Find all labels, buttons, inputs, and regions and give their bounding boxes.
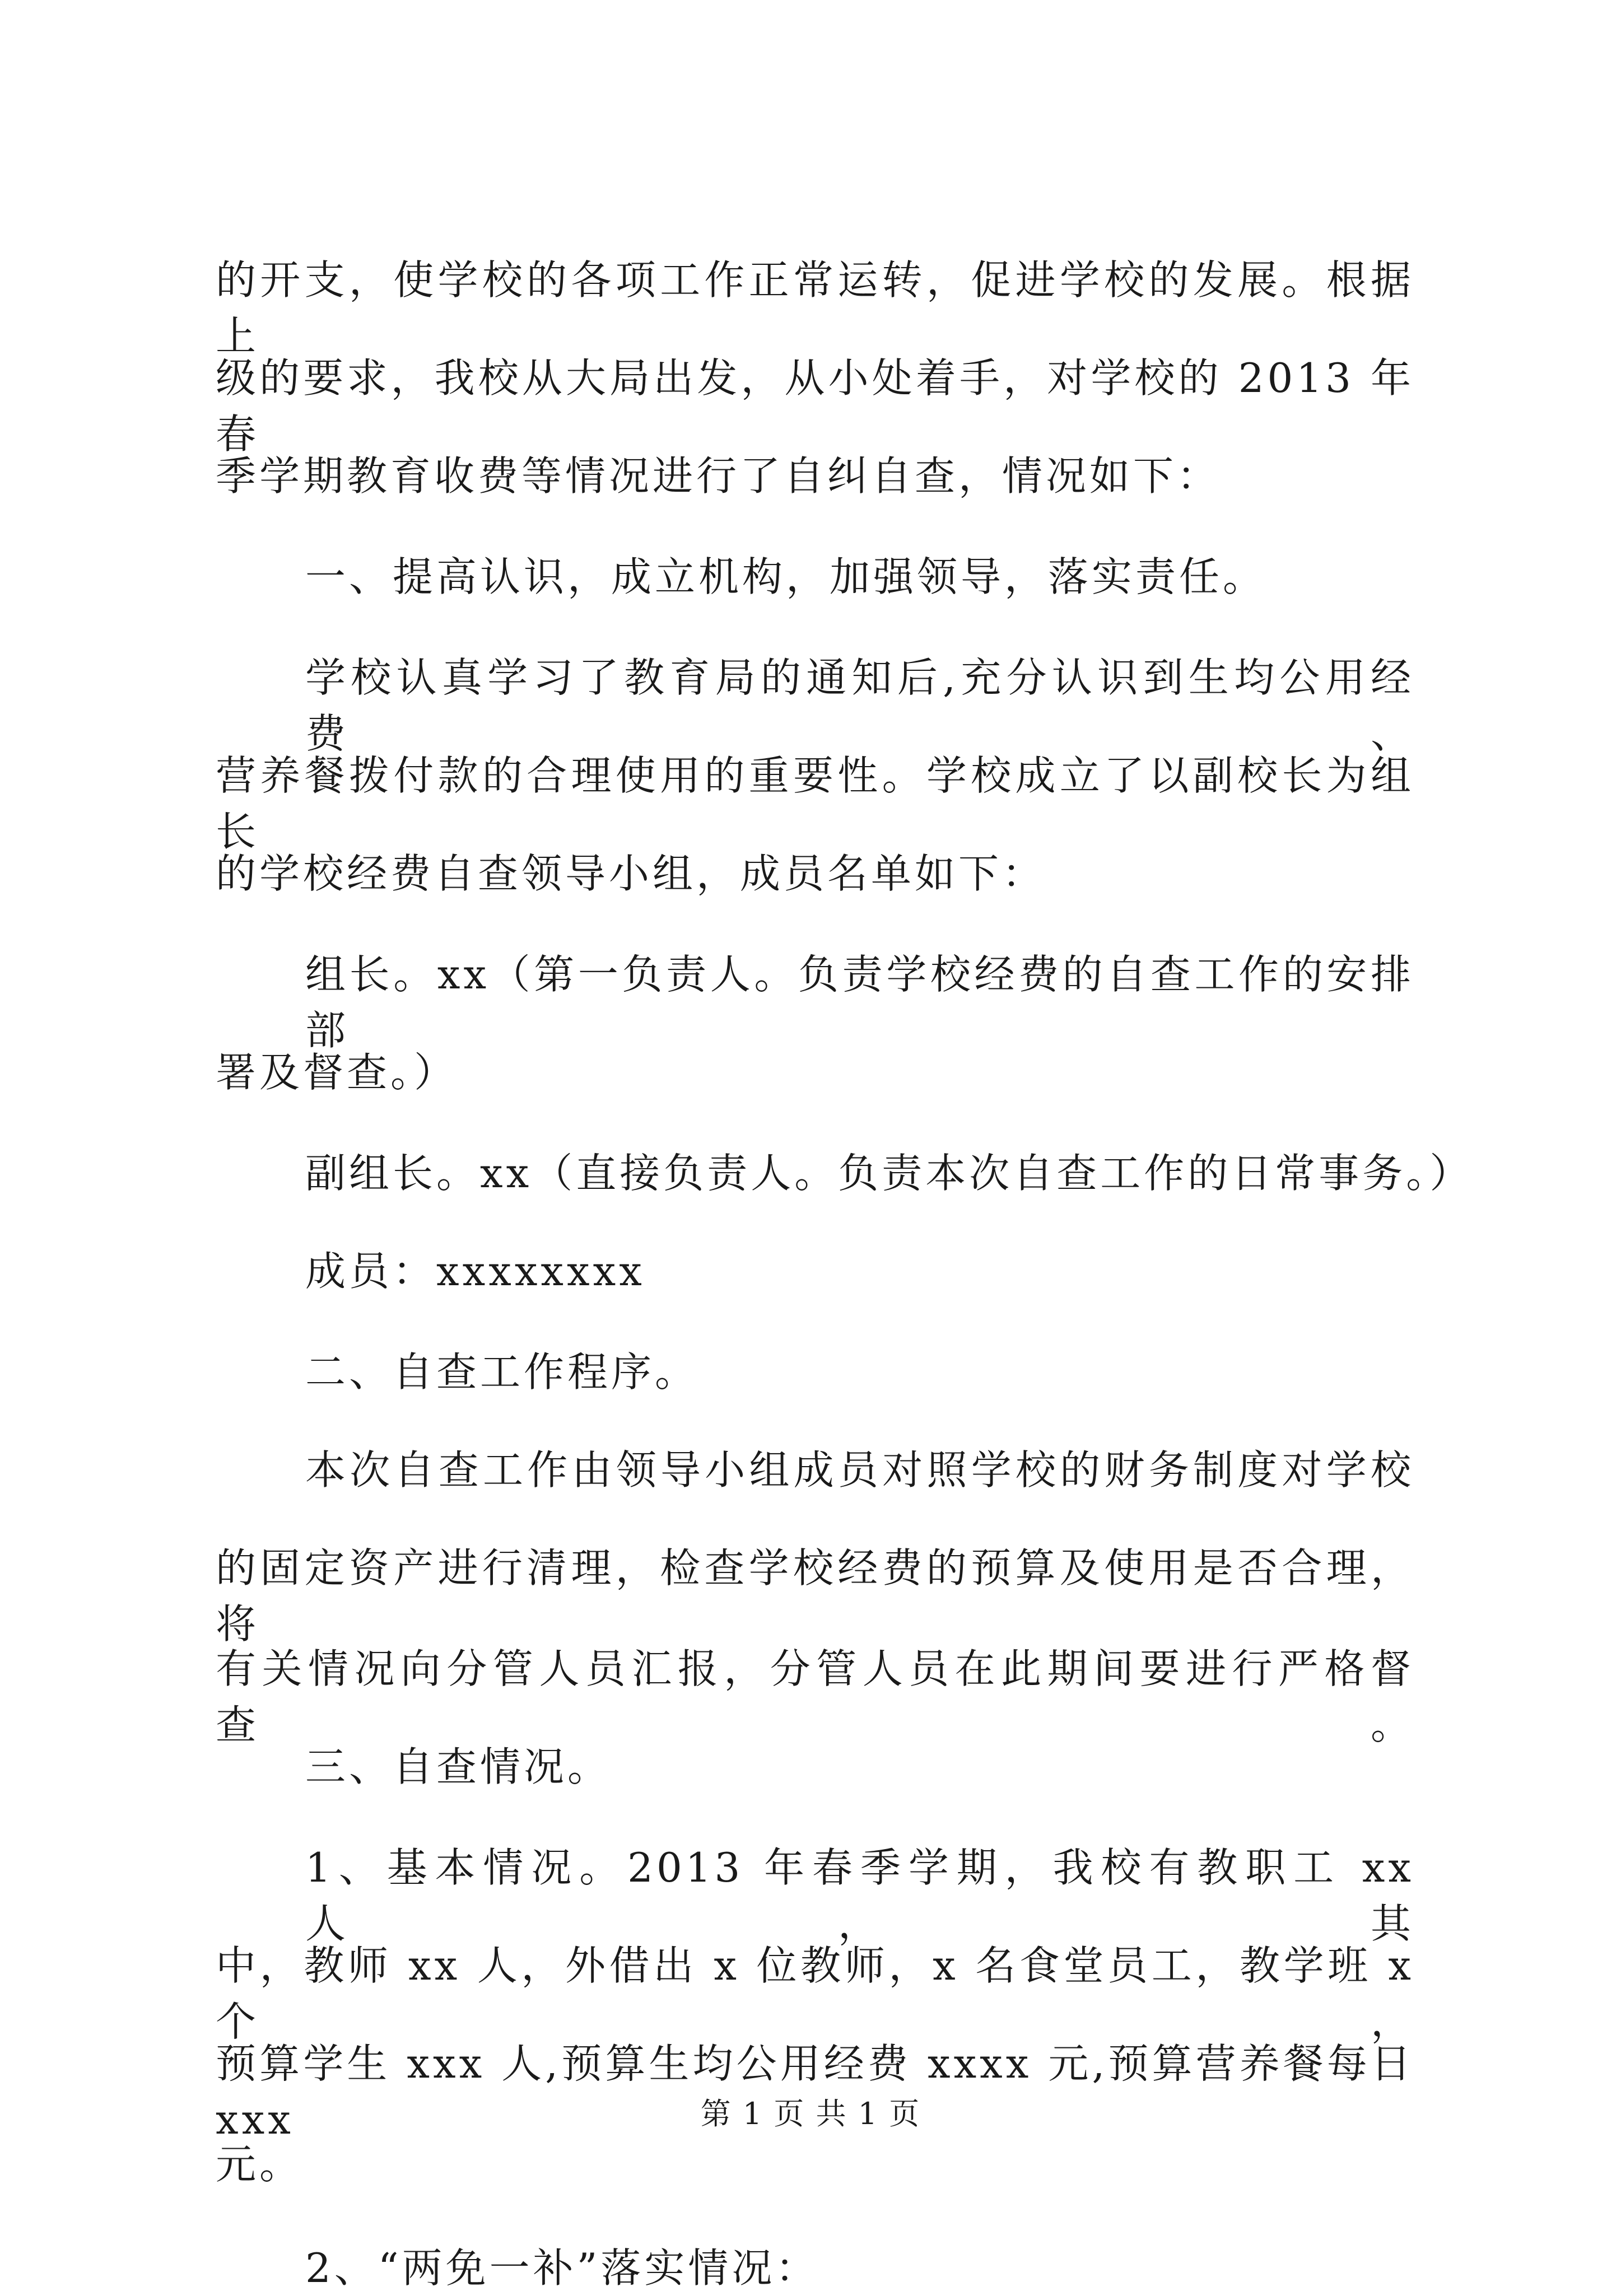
paragraph-line: 的学校经费自查领导小组，成员名单如下： <box>216 850 1046 897</box>
paragraph-line: 预算学生 xxx 人,预算生均公用经费 xxxx 元,预算营养餐每日 xxx <box>216 2040 1414 2143</box>
paragraph-line: 中，教师 xx 人，外借出 x 位教师，x 名食堂员工，教学班 x 个， <box>216 1942 1414 2045</box>
paragraph-line: 营养餐拨付款的合理使用的重要性。学校成立了以副校长为组长 <box>216 752 1414 855</box>
paragraph-line: 学校认真学习了教育局的通知后,充分认识到生均公用经费、 <box>305 654 1414 757</box>
paragraph-line: 副组长。xx（直接负责人。负责本次自查工作的日常事务。） <box>305 1150 1474 1197</box>
paragraph-line: 季学期教育收费等情况进行了自纠自查，情况如下： <box>216 452 1221 500</box>
paragraph-line: 级的要求，我校从大局出发，从小处着手，对学校的 2013 年春 <box>216 354 1414 458</box>
paragraph-line: 成员：xxxxxxxx <box>305 1248 645 1295</box>
paragraph-line: 本次自查工作由领导小组成员对照学校的财务制度对学校 <box>305 1446 1414 1494</box>
section-heading: 三、自查情况。 <box>305 1743 612 1790</box>
paragraph-line: 元。 <box>216 2141 304 2188</box>
section-heading: 一、提高认识，成立机构，加强领导，落实责任。 <box>305 553 1267 600</box>
paragraph-line: 的固定资产进行清理，检查学校经费的预算及使用是否合理，将 <box>216 1544 1414 1648</box>
paragraph-line: 的开支，使学校的各项工作正常运转，促进学校的发展。根据上 <box>216 256 1414 360</box>
paragraph-line: 组长。xx（第一负责人。负责学校经费的自查工作的安排部 <box>305 951 1414 1054</box>
paragraph-line: 署及督查。） <box>216 1049 458 1096</box>
paragraph-line: 有关情况向分管人员汇报，分管人员在此期间要进行严格督查。 <box>216 1645 1414 1748</box>
paragraph-line: 2、“两免一补”落实情况： <box>305 2244 819 2292</box>
paragraph-line: 1、基本情况。2013 年春季学期，我校有教职工 xx 人，其 <box>305 1844 1414 1947</box>
page-footer: 第 1 页 共 1 页 <box>700 2096 921 2131</box>
section-heading: 二、自查工作程序。 <box>305 1348 699 1396</box>
